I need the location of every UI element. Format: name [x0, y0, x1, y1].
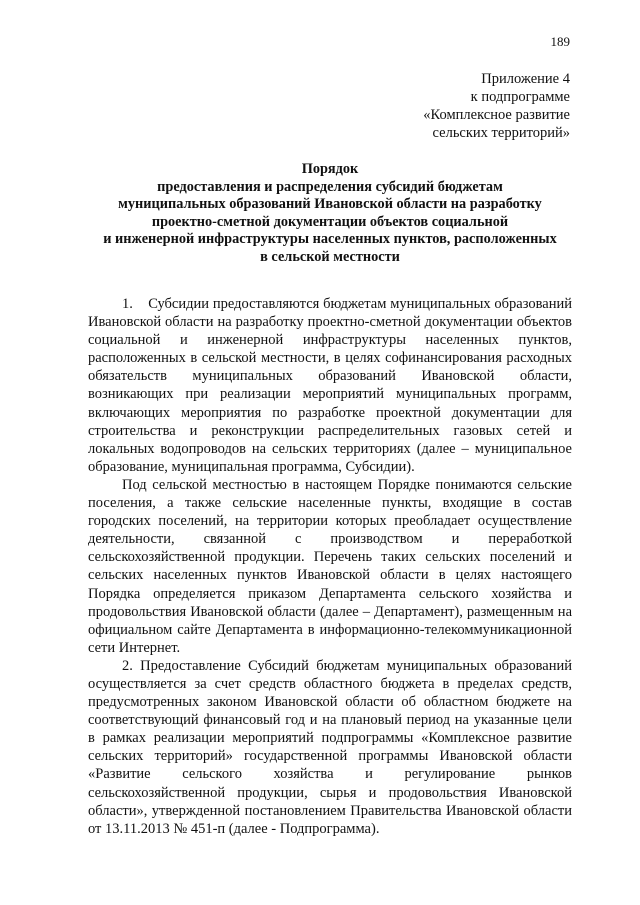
- appendix-line: «Комплексное развитие: [423, 107, 570, 123]
- title-line: проектно-сметной документации объектов социальной: [151, 213, 509, 230]
- appendix-line: сельских территорий»: [432, 125, 570, 141]
- title-line: Порядок: [301, 161, 359, 177]
- document-body: [88, 295, 572, 838]
- page-number: 189: [550, 34, 570, 49]
- title-line: предоставления и распределения субсидий бюджетам: [157, 178, 503, 195]
- title-line: муниципальных образований Ивановской области на разработку: [118, 196, 542, 212]
- paragraph: 1. Субсидии предоставляются бюджетам муниципальных образований Ивановской области на разработку проектно-сметной документации объектов социальной и инженерной инфраструктуры населенных пунктов, расположенных в сельской местности, в целях софинансирования расходных обязательств муниципальных образований Ивановской области, возникающих при реализации мероприятий муниципальных программ, включающих мероприятия по разработке проектной документации для строительства и реконструкции распределительных газовых сетей и локальных водопроводов на сельских территориях (далее – муниципальное образование, муниципальная программа, Субсидии).: [88, 296, 572, 475]
- title-line: в сельской местности: [260, 248, 400, 265]
- paragraph: 2. Предоставление Субсидий бюджетам муниципальных образований осуществляется за счет средств областного бюджета в пределах средств, предусмотренных законом Ивановской области об областном бюджете на соответствующий финансовый год и на плановый период на указанные цели в рамках реализации мероприятий подпрограммы «Комплексное развитие сельских территорий» государственной программы Ивановской области «Развитие сельского хозяйства и регулирование рынков сельскохозяйственной продукции, сырья и продовольствия Ивановской области», утвержденной постановлением Правительства Ивановской области от 13.11.2013 № 451-п (далее - Подпрограмма).: [88, 657, 572, 837]
- document-title: [88, 161, 572, 266]
- appendix-reference: [310, 70, 570, 142]
- paragraph: Под сельской местностью в настоящем Порядке понимаются сельские поселения, а также сельские населенные пункты, входящие в состав городских поселений, на территории которых преобладает осуществление деятельности, связанной с производством и переработкой сельскохозяйственной продукции. Перечень таких сельских поселений и сельских населенных пунктов Ивановской области в целях настоящего Порядка определяется приказом Департамента сельского хозяйства и продовольствия Ивановской области (далее – Департамент), размещенным на официальном сайте Департамента в информационно-телекоммуникационной сети Интернет.: [88, 476, 572, 656]
- appendix-line: Приложение 4: [481, 71, 570, 87]
- appendix-line: к подпрограмме: [470, 89, 570, 105]
- title-line: и инженерной инфраструктуры населенных пунктов, расположенных: [103, 231, 557, 247]
